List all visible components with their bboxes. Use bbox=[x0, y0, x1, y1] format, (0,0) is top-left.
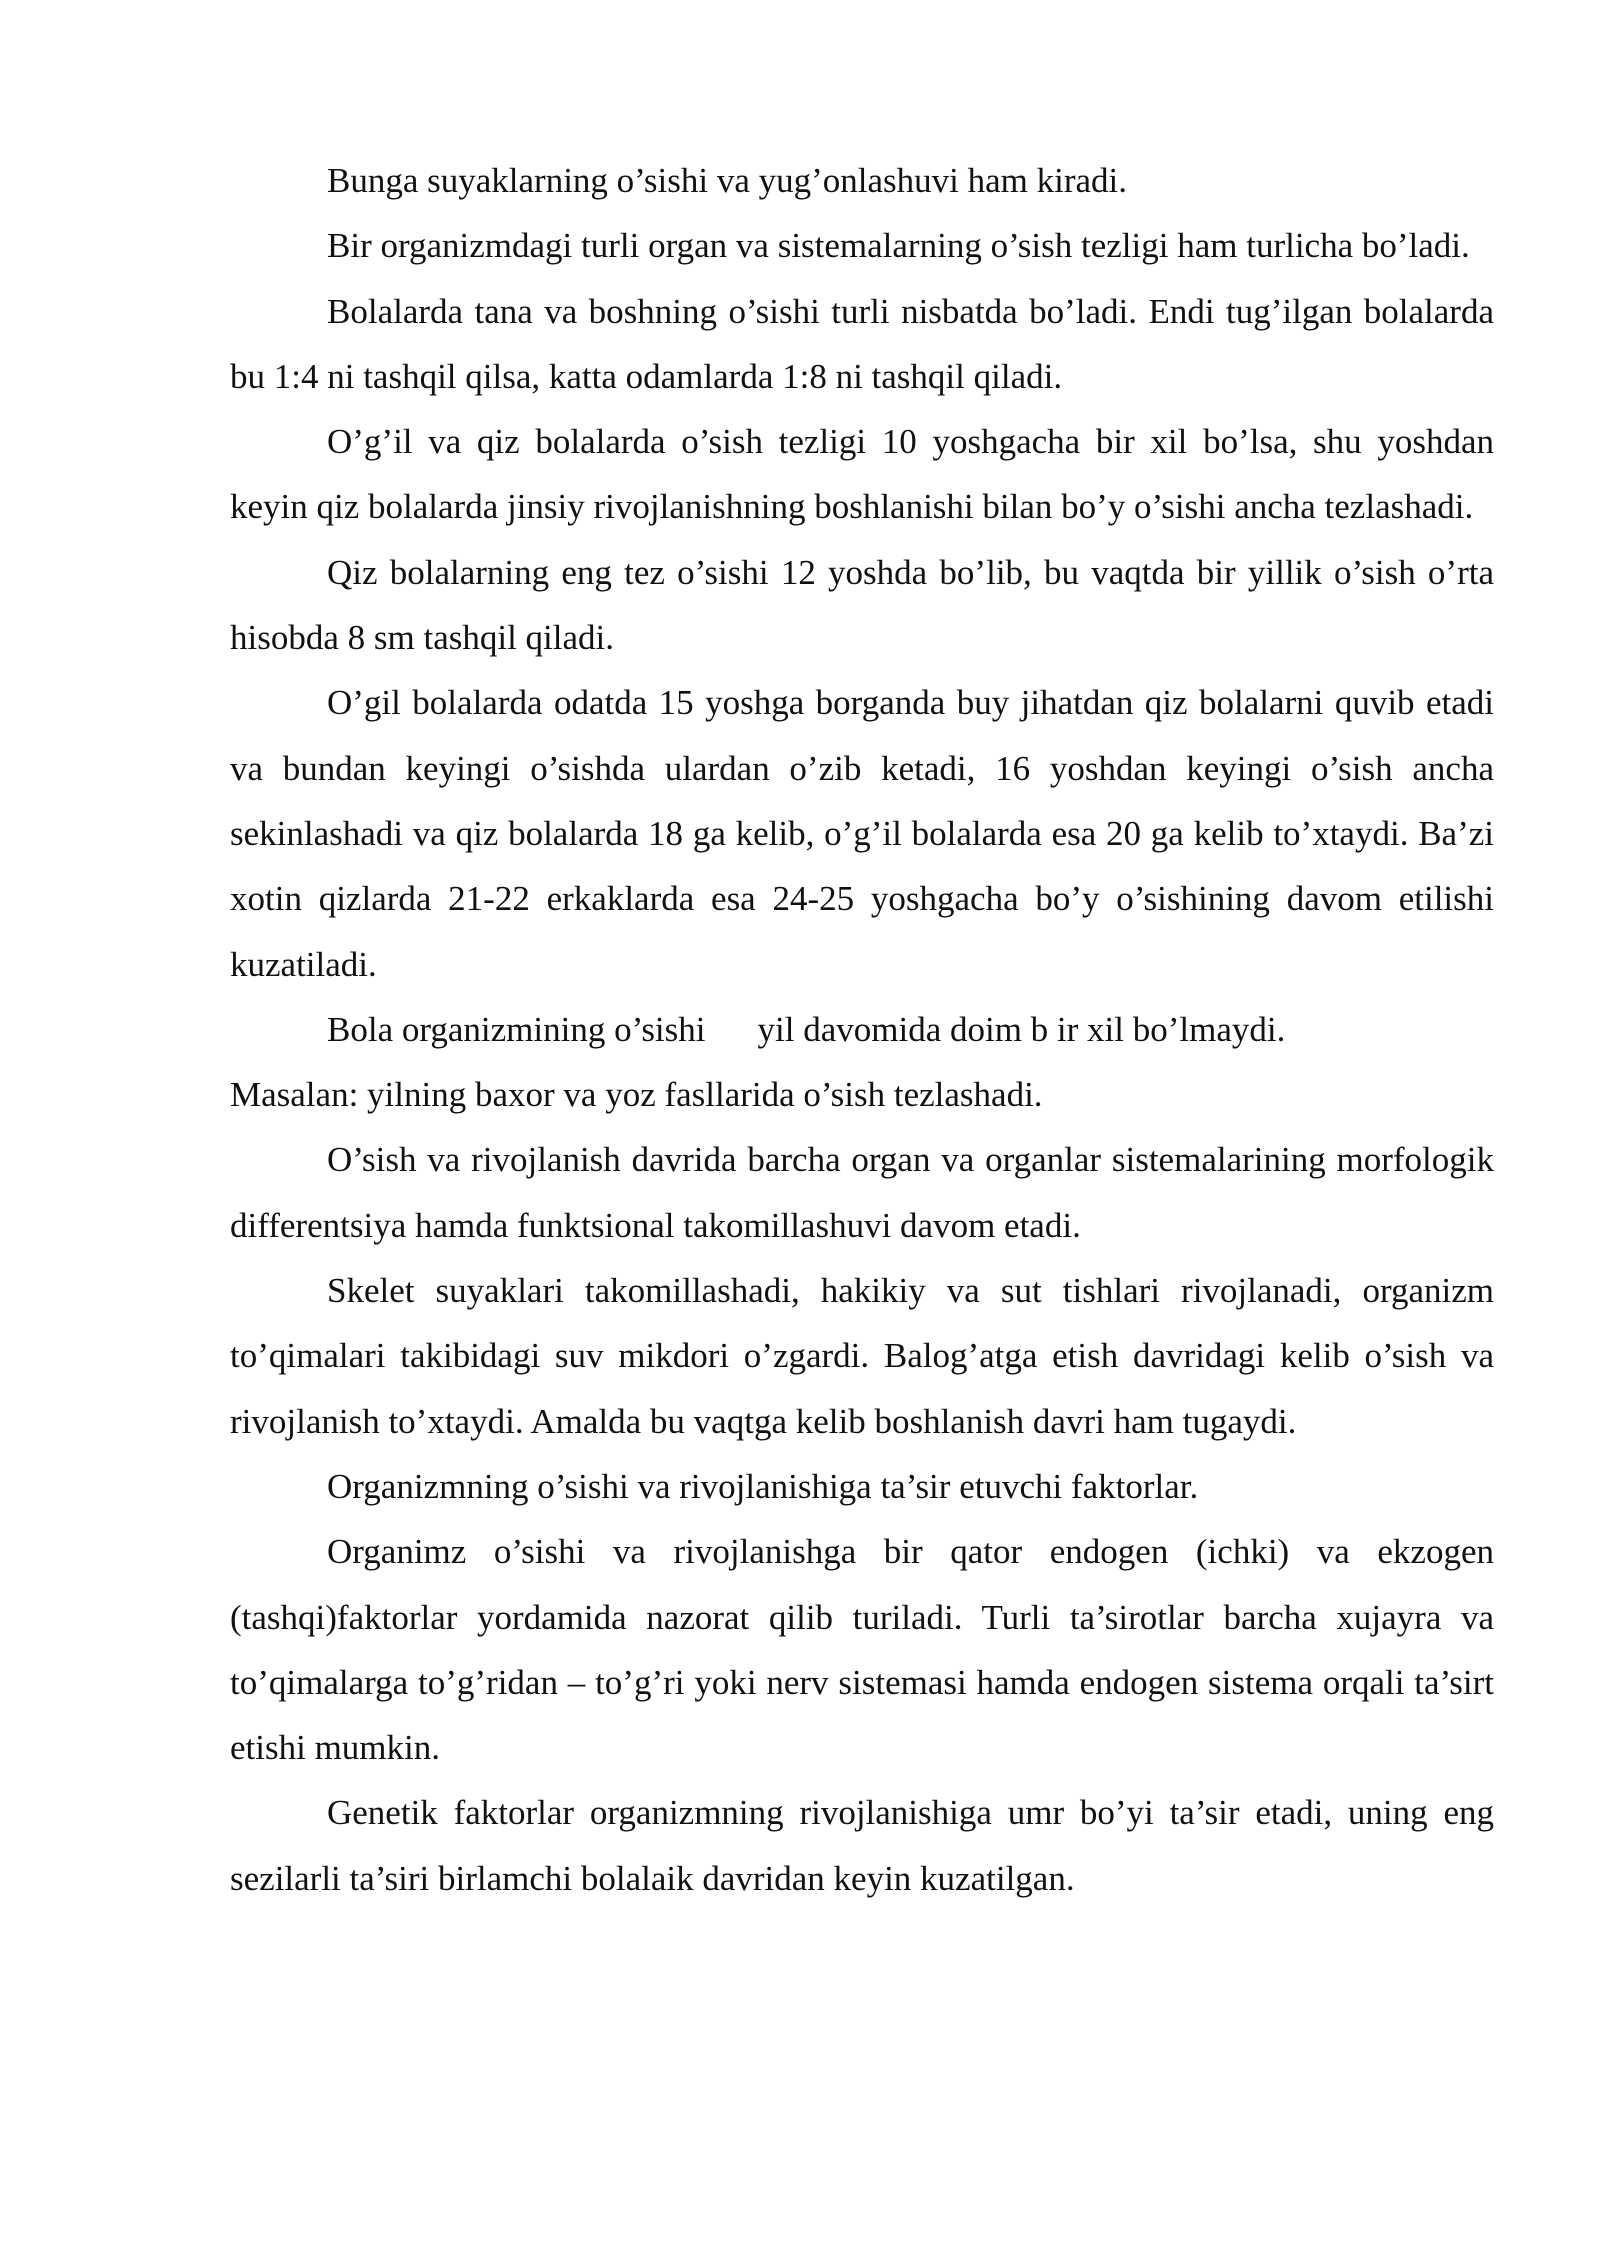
paragraph-1: Bunga suyaklarning o’sishi va yug’onlashuvi ham kiradi. bbox=[327, 161, 1128, 200]
paragraph-5: Qiz bolalarning eng tez o’sishi 12 yoshda bo’lib, bu vaqtda bir yillik o’sish o’rta hisobda 8 sm tashqil qiladi. bbox=[230, 552, 1494, 658]
paragraph-6: O’gil bolalarda odatda 15 yoshga borganda buy jihatdan qiz bolalarni quvib etadi va bundan keyingi o’sishda ulardan o’zib ketadi, 16 yoshdan keyingi o’sish ancha sekinlashadi va qiz bolalarda 18 ga kelib, o’g’il bolalarda esa 20 ga kelib to’xtaydi. Ba’zi xotin qizlarda 21-22 erkaklarda esa 24-25 yoshgacha bo’y o’sishining davom etilishi kuzatiladi. bbox=[230, 683, 1494, 984]
paragraph-2: Bir organizmdagi turli organ va sistemalarning o’sish tezligi ham turlicha bo’ladi. bbox=[327, 226, 1470, 266]
paragraph-7 bbox=[230, 997, 1494, 1062]
paragraph-7-part1: Bola organizmining o’sishi bbox=[327, 1009, 706, 1049]
paragraph-9: Skelet suyaklari takomillashadi, hakikiy va sut tishlari rivojlanadi, organizm to’qimalari takibidagi suv mikdori o’zgardi. Balog’atga etish davridagi kelib o’sish va rivojlanish to’xtaydi. Amalda bu vaqtga kelib boshlanish davri ham tugaydi. bbox=[230, 1271, 1494, 1441]
paragraph-10-heading: Organizmning o’sishi va rivojlanishiga ta’sir etuvchi faktorlar. bbox=[327, 1466, 1199, 1506]
paragraph-8: O’sish va rivojlanish davrida barcha organ va organlar sistemalarining morfologik differentsiya hamda funktsional takomillashuvi davom etadi. bbox=[230, 1140, 1494, 1245]
paragraph-11: Organimz o’sishi va rivojlanishga bir qator endogen (ichki) va ekzogen (tashqi)faktorlar yordamida nazorat qilib turiladi. Turli ta’sirotlar barcha xujayra va to’qimalarga to’g’ridan – to’g’ri yoki nerv sistemasi hamda endogen sistema orqali ta’sirt etishi mumkin. bbox=[230, 1532, 1494, 1768]
paragraph-12: Genetik faktorlar organizmning rivojlanishiga umr bo’yi ta’sir etadi, uning eng sezilarli ta’siri birlamchi bolalaik davridan keyin kuzatilgan. bbox=[230, 1793, 1494, 1898]
paragraph-3: Bolalarda tana va boshning o’sishi turli nisbatda bo’ladi. Endi tug’ilgan bolalarda bu 1:4 ni tashqil qilsa, katta odamlarda 1:8 ni tashqil qiladi. bbox=[230, 291, 1494, 396]
paragraph-4: O’g’il va qiz bolalarda o’sish tezligi 10 yoshgacha bir xil bo’lsa, shu yoshdan keyin qiz bolalarda jinsiy rivojlanishning boshlanishi bilan bo’y o’sishi ancha tezlashadi. bbox=[230, 422, 1494, 527]
paragraph-7-part2: yil davomida doim b ir xil bo’lmaydi. bbox=[757, 1009, 1286, 1049]
paragraph-7-line2: Masalan: yilning baxor va yoz fasllarida o’sish tezlashadi. bbox=[230, 1075, 1043, 1115]
document-page bbox=[230, 148, 1494, 1911]
